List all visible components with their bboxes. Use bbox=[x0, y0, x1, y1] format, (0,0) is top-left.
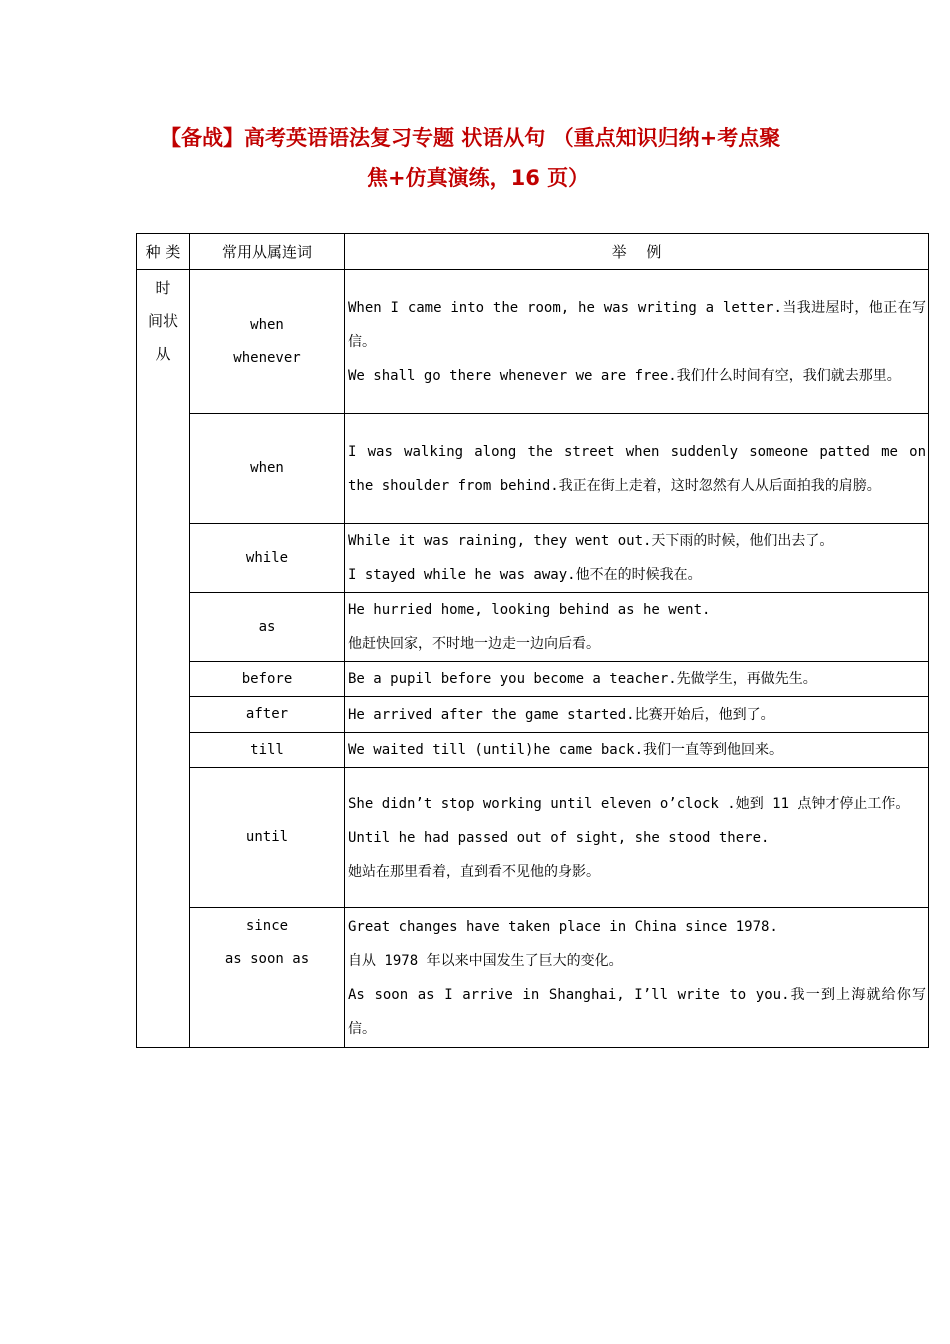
example-cell bbox=[345, 270, 929, 414]
table-row bbox=[137, 524, 929, 593]
conjunction-cell bbox=[190, 524, 345, 593]
example-cell bbox=[345, 414, 929, 524]
title-line-2: 焦+仿真演练，16 页） bbox=[367, 166, 590, 190]
example-sentence: I stayed while he was away.他不在的时候我在。 bbox=[348, 567, 702, 583]
conjunction-cell bbox=[190, 414, 345, 524]
conjunction-cell bbox=[190, 270, 345, 414]
table-row bbox=[137, 414, 929, 524]
kind-text: 间状 bbox=[147, 312, 178, 330]
example-sentence: Great changes have taken place in China since 1978. bbox=[348, 918, 778, 935]
table-row bbox=[137, 733, 929, 768]
example-sentence: When I came into the room, he was writing a letter.当我进屋时，他正在写信。 bbox=[348, 299, 926, 350]
kind-text: 从 bbox=[155, 345, 171, 363]
example-cell bbox=[345, 768, 929, 908]
conjunction-cell bbox=[190, 697, 345, 733]
conjunction: before bbox=[241, 670, 293, 687]
example-sentence: Until he had passed out of sight, she stood there. bbox=[348, 829, 770, 846]
example-sentence: She didn’t stop working until eleven o’clock .她到 11 点钟才停止工作。 bbox=[348, 795, 910, 812]
conjunction: when bbox=[250, 316, 284, 333]
table-row bbox=[137, 908, 929, 1048]
conjunction: until bbox=[245, 829, 289, 845]
table-header-row bbox=[137, 234, 929, 270]
table-row bbox=[137, 662, 929, 697]
example-sentence: Be a pupil before you become a teacher.先做学生，再做先生。 bbox=[348, 671, 817, 687]
example-sentence: He hurried home, looking behind as he went. bbox=[348, 602, 711, 618]
conjunction: after bbox=[245, 706, 289, 722]
example-sentence: 自从 1978 年以来中国发生了巨大的变化。 bbox=[348, 952, 623, 969]
kind-text: 时 bbox=[155, 279, 171, 297]
header-example: 举 例 bbox=[345, 234, 929, 270]
conjunction: whenever bbox=[233, 349, 301, 366]
example-cell bbox=[345, 733, 929, 768]
example-cell bbox=[345, 697, 929, 733]
example-sentence: 他赶快回家，不时地一边走一边向后看。 bbox=[348, 636, 600, 652]
conjunction-cell bbox=[190, 733, 345, 768]
example-cell bbox=[345, 593, 929, 662]
table-row bbox=[137, 768, 929, 908]
adverbial-clause-table bbox=[136, 233, 929, 1048]
conjunction: as bbox=[258, 618, 276, 635]
document-title bbox=[160, 118, 860, 198]
title-line-1: 【备战】高考英语语法复习专题 状语从句 （重点知识归纳+考点聚 bbox=[160, 126, 781, 150]
conjunction-cell bbox=[190, 768, 345, 908]
conjunction: till bbox=[250, 741, 284, 758]
conjunction: since bbox=[245, 918, 289, 934]
table-row bbox=[137, 270, 929, 414]
conjunction-cell bbox=[190, 908, 345, 1048]
header-kind: 种 类 bbox=[137, 234, 190, 270]
conjunction: when bbox=[250, 460, 284, 476]
header-conjunction: 常用从属连词 bbox=[190, 234, 345, 270]
example-sentence: 她站在那里看着，直到看不见他的身影。 bbox=[348, 863, 600, 880]
example-cell bbox=[345, 662, 929, 697]
example-cell bbox=[345, 908, 929, 1048]
example-sentence: While it was raining, they went out.天下雨的时候，他们出去了。 bbox=[348, 533, 834, 549]
conjunction-cell bbox=[190, 662, 345, 697]
example-sentence: We waited till (until)he came back.我们一直等到他回来。 bbox=[348, 742, 784, 758]
example-cell bbox=[345, 524, 929, 593]
example-sentence: As soon as I arrive in Shanghai, I’ll write to you.我一到上海就给你写信。 bbox=[348, 986, 926, 1037]
table-row bbox=[137, 593, 929, 662]
example-sentence: I was walking along the street when suddenly someone patted me on the shoulder from behind.我正在街上走着，这时忽然有人从后面拍我的肩膀。 bbox=[348, 443, 926, 494]
table-row bbox=[137, 697, 929, 733]
kind-cell bbox=[137, 270, 190, 1048]
conjunction-cell bbox=[190, 593, 345, 662]
example-sentence: He arrived after the game started.比赛开始后，他到了。 bbox=[348, 706, 775, 723]
conjunction: while bbox=[245, 549, 289, 566]
example-sentence: We shall go there whenever we are free.我们什么时间有空，我们就去那里。 bbox=[348, 367, 901, 384]
conjunction: as soon as bbox=[224, 951, 310, 967]
